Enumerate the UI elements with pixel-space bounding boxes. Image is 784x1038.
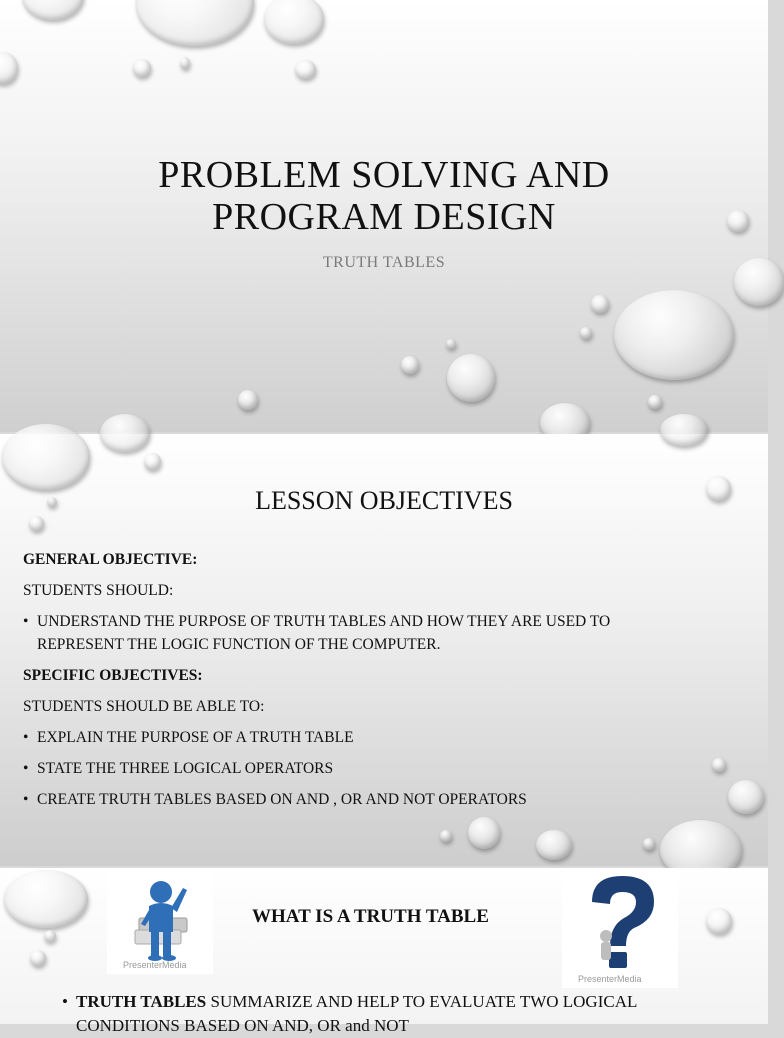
water-drop [4,870,88,928]
water-drop [180,57,190,69]
water-drop [100,414,150,452]
bullet-term: TRUTH TABLES [76,992,207,1011]
water-drop [614,290,734,380]
water-drop [706,908,732,934]
water-drop [401,356,419,374]
slide-heading: WHAT IS A TRUTH TABLE [252,906,489,927]
water-drop [643,838,655,850]
bullet-text: SUMMARIZE AND HELP TO EVALUATE TWO LOGICAL CONDITIONS BASED ON AND, OR and NOT [76,992,637,1035]
water-drop [295,60,316,79]
water-drop [44,930,56,942]
slide-heading: LESSON OBJECTIVES [255,486,513,515]
water-drop [2,424,90,490]
truth-table-slide [0,868,768,1035]
water-drop [264,0,324,44]
person-sign-icon [107,870,213,974]
water-drop [0,52,18,84]
slide-title [0,154,768,238]
clipart-watermark: PresenterMedia [578,974,642,984]
specific-objectives-intro: STUDENTS SHOULD BE ABLE TO: [23,698,265,715]
title-line: PROGRAM DESIGN [212,196,556,238]
bullet-item: • STATE THE THREE LOGICAL OPERATORS [23,757,663,780]
water-drop [580,327,592,339]
question-mark-icon [562,868,678,988]
water-drop [712,758,726,772]
general-objective-label: GENERAL OBJECTIVE: [23,551,198,568]
objectives-body [23,548,663,819]
bullet-item: • CREATE TRUTH TABLES BASED ON AND , OR AND NOT OPERATORS [23,788,663,811]
clipart-question-mark [562,868,678,988]
bullet-item [62,990,716,1038]
title-slide [0,0,768,432]
bullet-item: • EXPLAIN THE PURPOSE OF A TRUTH TABLE [23,726,663,749]
water-drop [440,830,452,842]
general-objective-intro: STUDENTS SHOULD: [23,582,174,599]
title-line: PROBLEM SOLVING AND [158,154,610,196]
water-drop [446,339,456,349]
bullet-item: • UNDERSTAND THE PURPOSE OF TRUTH TABLES AND HOW THEY ARE USED TO REPRESENT THE LOGIC FUNCTION OF THE COMPUTER. [23,610,663,656]
specific-objectives-label: SPECIFIC OBJECTIVES: [23,667,203,684]
water-drop [29,516,44,531]
water-drop [22,0,84,20]
water-drop [468,817,500,849]
water-drop [30,950,46,966]
clipart-watermark: PresenterMedia [123,960,187,970]
clipart-figure-holding-sign [107,870,213,974]
water-drop [660,414,708,446]
water-drop [648,395,662,409]
water-drop [133,59,151,77]
water-drop [728,780,764,814]
water-drop [144,453,161,470]
objectives-slide [0,434,768,866]
water-drop [536,830,572,860]
water-drop [136,0,254,46]
water-drop [238,390,258,410]
water-drop [447,354,495,402]
water-drop [591,295,609,313]
slide-subtitle: TRUTH TABLES [322,254,446,271]
